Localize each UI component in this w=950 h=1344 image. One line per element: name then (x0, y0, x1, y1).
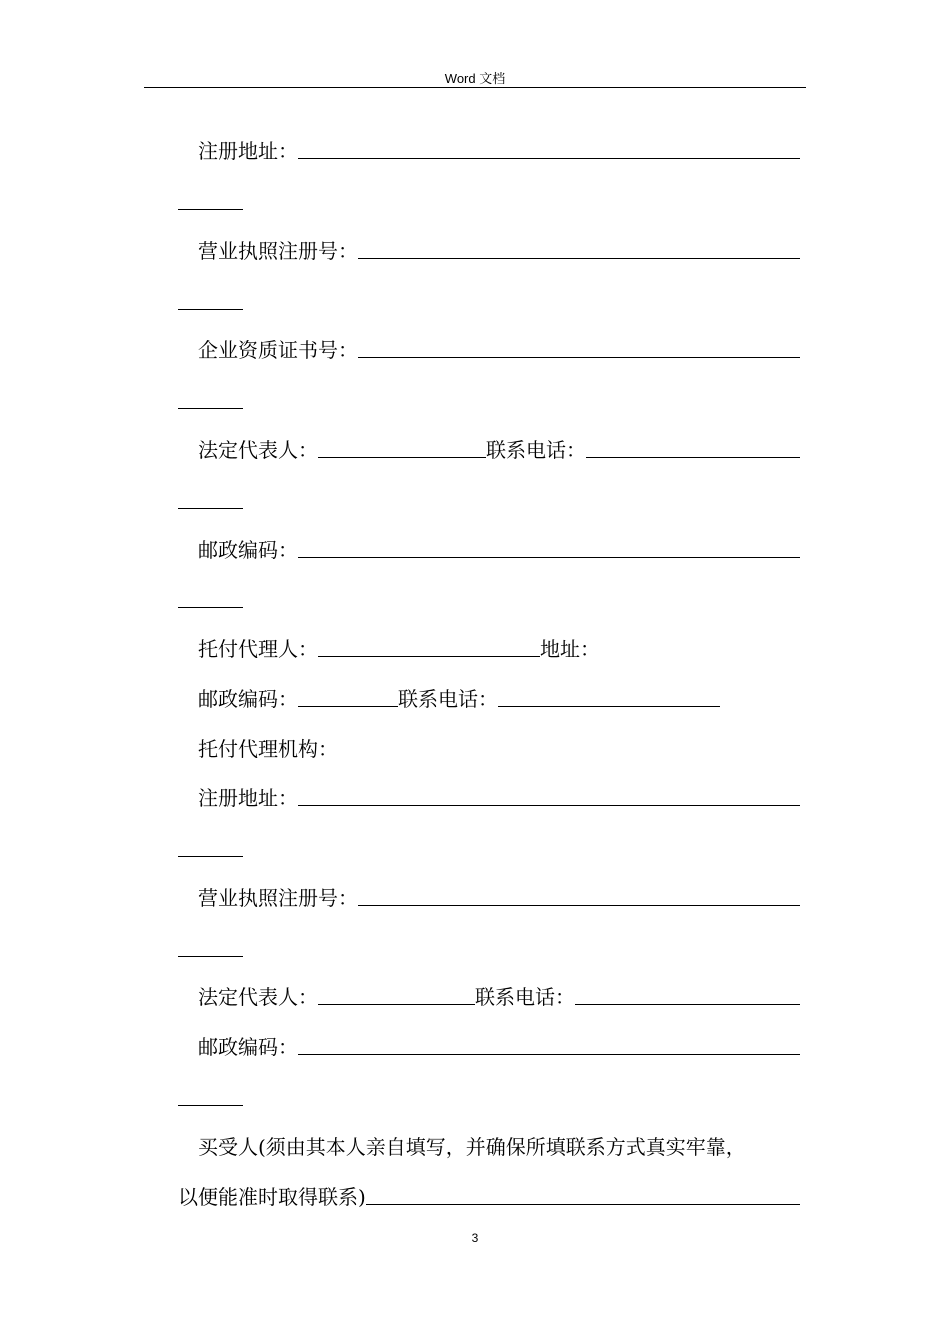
label-legal-representative: 法定代表人： (198, 985, 318, 1009)
label-postal-code: 邮政编码： (198, 687, 298, 711)
label-agency: 托付代理机构： (198, 737, 338, 761)
header-rule (144, 87, 806, 88)
blank-agency-registered-address[interactable] (298, 805, 800, 806)
label-contact-phone: 联系电话： (486, 438, 586, 462)
label-contact-phone: 联系电话： (398, 687, 498, 711)
blank-contact-phone[interactable] (586, 457, 800, 458)
label-legal-representative: 法定代表人： (198, 438, 318, 462)
row-agency-postal-code (198, 1030, 800, 1060)
row-buyer-contact (178, 1180, 800, 1210)
row-agent-postal-phone (198, 682, 800, 712)
row-legal-representative (198, 433, 800, 463)
buyer-note-continuation: 以便能准时取得联系) (178, 1185, 366, 1209)
blank-legal-representative[interactable] (318, 457, 486, 458)
label-business-license-number: 营业执照注册号： (198, 886, 358, 910)
row-agency (198, 732, 800, 762)
blank-agent-postal-code[interactable] (298, 706, 398, 707)
buyer-note-text: 买受人(须由其本人亲自填写，并确保所填联系方式真实牢靠， (198, 1135, 746, 1159)
blank-postal-code[interactable] (298, 557, 800, 558)
label-address: 地址： (540, 637, 600, 661)
blank-continuation[interactable] (178, 956, 243, 957)
row-qualification-number (198, 333, 800, 363)
row-business-license-number (198, 234, 800, 264)
blank-agent-contact-phone[interactable] (498, 706, 720, 707)
row-agent (198, 632, 800, 662)
row-postal-code (198, 533, 800, 563)
blank-agency-legal-representative[interactable] (318, 1004, 475, 1005)
label-registered-address: 注册地址： (198, 786, 298, 810)
blank-agent[interactable] (318, 656, 540, 657)
row-agency-legal-representative (198, 980, 800, 1010)
blank-agency-postal-code[interactable] (298, 1054, 800, 1055)
label-postal-code: 邮政编码： (198, 538, 298, 562)
blank-continuation[interactable] (178, 408, 243, 409)
row-registered-address (198, 134, 800, 164)
blank-business-license-number[interactable] (358, 258, 800, 259)
blank-continuation[interactable] (178, 856, 243, 857)
label-qualification-number: 企业资质证书号： (198, 338, 358, 362)
row-buyer-note (198, 1130, 800, 1160)
label-contact-phone: 联系电话： (475, 985, 575, 1009)
label-business-license-number: 营业执照注册号： (198, 239, 358, 263)
blank-agency-business-license[interactable] (358, 905, 800, 906)
blank-continuation[interactable] (178, 508, 243, 509)
blank-registered-address[interactable] (298, 158, 800, 159)
blank-continuation[interactable] (178, 309, 243, 310)
row-agency-business-license (198, 881, 800, 911)
blank-continuation[interactable] (178, 209, 243, 210)
row-agency-registered-address (198, 781, 800, 811)
label-agent: 托付代理人： (198, 637, 318, 661)
page-header: Word 文档 (444, 71, 506, 86)
blank-continuation[interactable] (178, 607, 243, 608)
blank-continuation[interactable] (178, 1105, 243, 1106)
blank-qualification-number[interactable] (358, 357, 800, 358)
label-registered-address: 注册地址： (198, 139, 298, 163)
blank-buyer-contact[interactable] (366, 1204, 800, 1205)
page-number: 3 (471, 1231, 479, 1245)
label-postal-code: 邮政编码： (198, 1035, 298, 1059)
blank-agency-contact-phone[interactable] (575, 1004, 800, 1005)
